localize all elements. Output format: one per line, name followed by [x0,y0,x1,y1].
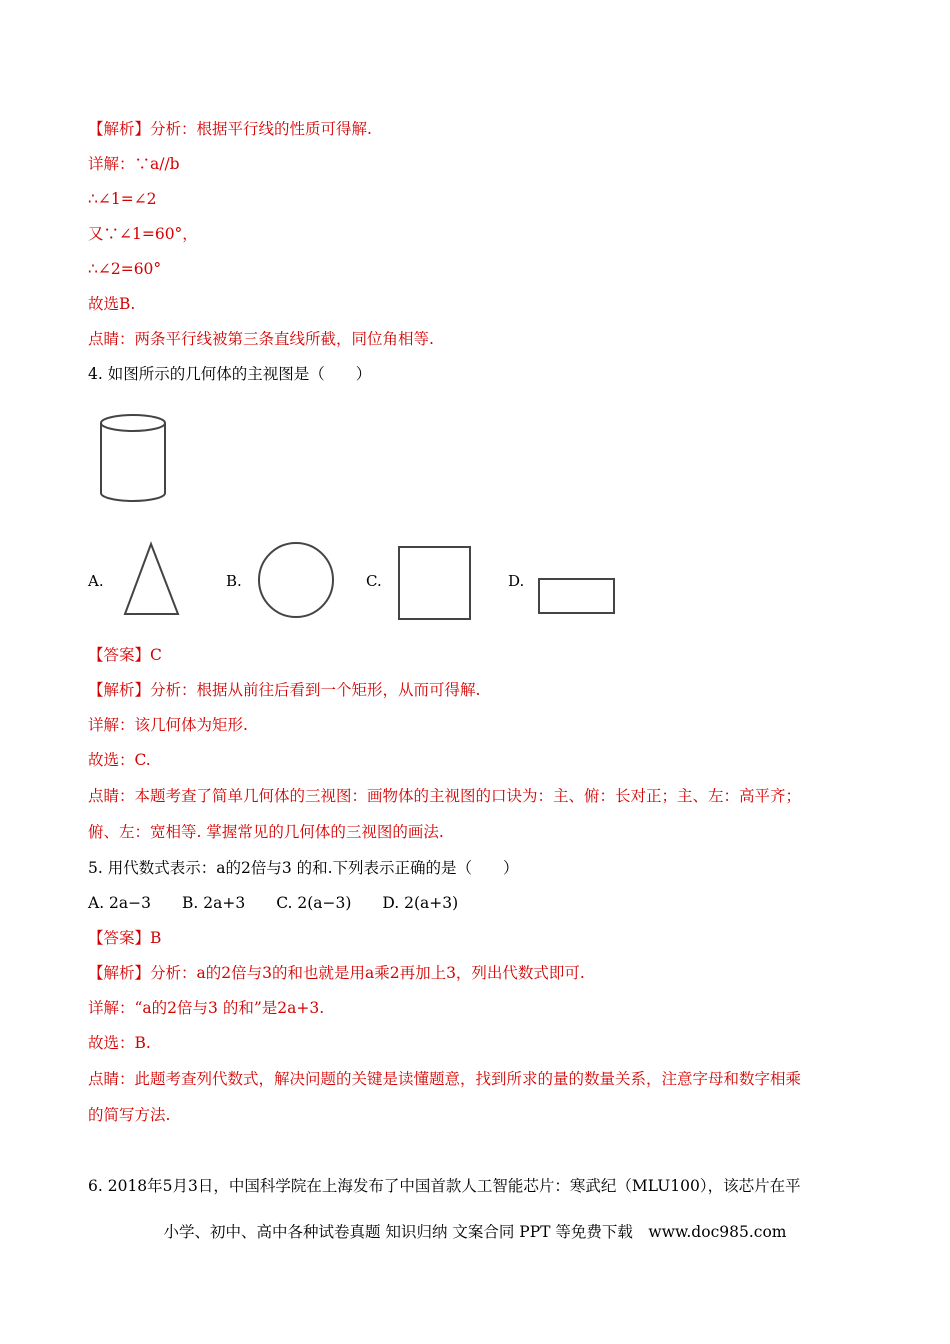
q4-tip-line2: 俯、左：宽相等. 掌握常见的几何体的三视图的画法. [88,823,444,841]
q5-choice: 故选：B. [88,1034,151,1052]
q6-question: 6. 2018年5月3日，中国科学院在上海发布了中国首款人工智能芯片：寒武纪（MLU100），该芯片在平 [88,1177,801,1195]
q5-question: 5. 用代数式表示：a的2倍与3 的和.下列表示正确的是（ ） [88,859,519,877]
q5-answer: 【答案】B [88,929,162,947]
q3-step2: 又∵∠1=60°， [88,225,198,243]
q4-choice: 故选：C. [88,751,151,769]
q4-tip-line1: 点睛：本题考查了简单几何体的三视图：画物体的主视图的口诀为：主、俯：长对正；主、左：高平齐； [88,787,802,805]
cylinder-top-ellipse [101,415,165,431]
square-figure [396,544,474,622]
q3-step1: ∴∠1=∠2 [88,190,157,208]
triangle-figure [120,540,182,618]
q5-analysis: 【解析】分析：a的2倍与3的和也就是用a乘2再加上3，列出代数式即可. [88,964,585,982]
circle-figure [256,540,338,622]
q4-option-a-label: A. [88,572,104,590]
q3-step3: ∴∠2=60° [88,260,162,278]
q4-analysis: 【解析】分析：根据从前往后看到一个矩形，从而可得解. [88,681,481,699]
q4-detail: 详解：该几何体为矩形. [88,716,248,734]
cylinder-bottom-arc [101,493,165,501]
q3-analysis: 【解析】分析：根据平行线的性质可得解. [88,120,372,138]
q4-answer: 【答案】C [88,646,162,664]
q3-choice: 故选B. [88,295,136,313]
q3-tip: 点睛：两条平行线被第三条直线所截，同位角相等. [88,330,434,348]
q5-detail: 详解：“a的2倍与3 的和”是2a+3. [88,999,325,1017]
q4-option-b-label: B. [226,572,242,590]
q5-options: A. 2a−3 B. 2a+3 C. 2(a−3) D. 2(a+3) [88,894,459,912]
rectangle-figure [536,576,618,616]
q4-option-d-label: D. [508,572,525,590]
q4-question: 4. 如图所示的几何体的主视图是（ ） [88,365,372,383]
page-footer: 小学、初中、高中各种试卷真题 知识归纳 文案合同 PPT 等免费下载 www.doc985.com [163,1223,787,1241]
q5-tip-line1: 点睛：此题考查列代数式，解决问题的关键是读懂题意，找到所求的量的数量关系，注意字母和数字相乘 [88,1070,802,1088]
q3-detail: 详解：∵a//b [88,155,180,173]
q4-option-c-label: C. [366,572,382,590]
cylinder-figure [96,410,172,506]
q5-tip-line2: 的简写方法. [88,1106,171,1124]
